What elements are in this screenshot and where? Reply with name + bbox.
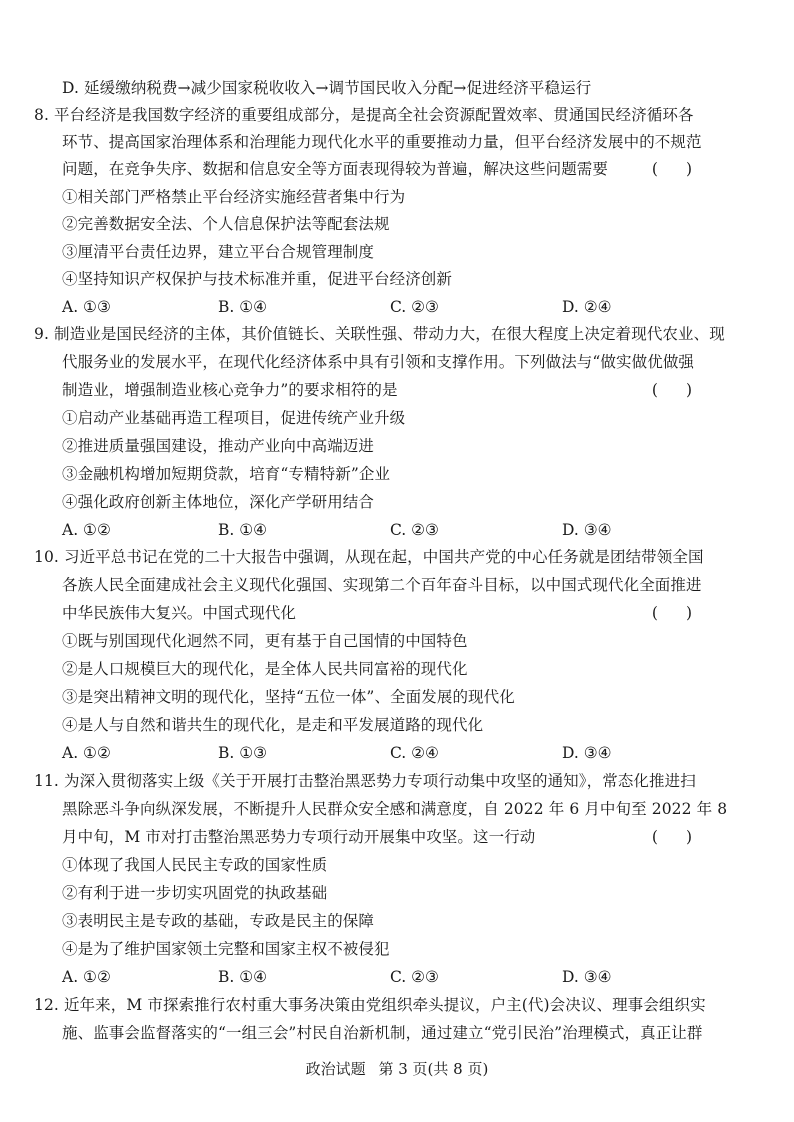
q9-stem-line-2: 代服务业的发展水平，在现代化经济体系中具有引领和支撑作用。下列做法与“做实做优做强: [62, 353, 695, 371]
q11-stem-line-3: 月中旬，M 市对打击整治黑恶势力专项行动开展集中攻坚。这一行动: [62, 828, 536, 846]
q11-choice-a[interactable]: A. ①②: [62, 968, 111, 986]
q10-statement-4: ④是人与自然和谐共生的现代化，是走和平发展道路的现代化: [62, 716, 484, 734]
q8-statement-1: ①相关部门严格禁止平台经济实施经营者集中行为: [62, 188, 406, 206]
q12-stem-line-2: 施、监事会监督落实的“一组三会”村民自治新机制，通过建立“党引民治”治理模式，真正让群: [62, 1024, 703, 1042]
q8-choice-b[interactable]: B. ①④: [218, 298, 268, 316]
q11-statement-2: ②有利于进一步切实巩固党的执政基础: [62, 884, 328, 902]
q10-choice-b[interactable]: B. ①③: [218, 744, 268, 762]
q10-choice-a[interactable]: A. ①②: [62, 744, 111, 762]
q10-stem-line-2: 各族人民全面建成社会主义现代化强国、实现第二个百年奋斗目标，以中国式现代化全面推进: [62, 576, 702, 594]
q9-choice-b[interactable]: B. ①④: [218, 521, 268, 539]
q10-statement-2: ②是人口规模巨大的现代化，是全体人民共同富裕的现代化: [62, 660, 468, 678]
q7-option-d: D. 延缓缴纳税费→减少国家税收收入→调节国民收入分配→促进经济平稳运行: [62, 79, 592, 97]
q11-choice-d[interactable]: D. ③④: [562, 968, 612, 986]
q10-choice-c[interactable]: C. ②④: [390, 744, 439, 762]
q8-answer-bracket: (): [651, 160, 720, 178]
q10-answer-bracket: (): [651, 604, 720, 622]
footer-page-number: 第 3 页(共 8 页): [378, 1060, 489, 1078]
q11-statement-1: ①体现了我国人民民主专政的国家性质: [62, 856, 328, 874]
q8-choice-d[interactable]: D. ②④: [562, 298, 612, 316]
q8-statement-3: ③厘清平台责任边界，建立平台合规管理制度: [62, 243, 375, 261]
footer-subject: 政治试题: [305, 1060, 366, 1078]
q8-stem-line-2: 环节、提高国家治理体系和治理能力现代化水平的重要推动力量，但平台经济发展中的不规范: [62, 133, 702, 151]
q9-stem-line-1: 9. 制造业是国民经济的主体，其价值链长、关联性强、带动力大，在很大程度上决定着现代农业、现: [34, 325, 725, 343]
q11-statement-3: ③表明民主是专政的基础，专政是民主的保障: [62, 912, 375, 930]
q8-choice-a[interactable]: A. ①③: [62, 298, 111, 316]
q9-choice-a[interactable]: A. ①②: [62, 521, 111, 539]
q8-choices: [62, 296, 682, 320]
q9-stem-line-3: 制造业，增强制造业核心竞争力”的要求相符的是: [62, 381, 398, 399]
q8-choice-c[interactable]: C. ②③: [390, 298, 439, 316]
q11-answer-bracket: (): [651, 828, 720, 846]
q11-choice-b[interactable]: B. ①④: [218, 968, 268, 986]
q11-choice-c[interactable]: C. ②③: [390, 968, 439, 986]
q10-choices: [62, 742, 682, 766]
q8-statement-4: ④坚持知识产权保护与技术标准并重，促进平台经济创新: [62, 270, 453, 288]
q10-choice-d[interactable]: D. ③④: [562, 744, 612, 762]
q9-answer-bracket: (): [651, 381, 720, 399]
q11-stem-line-2: 黑除恶斗争向纵深发展，不断提升人民群众安全感和满意度，自 2022 年 6 月中旬至 2022 年 8: [62, 800, 728, 818]
q8-stem-line-1: 8. 平台经济是我国数字经济的重要组成部分，是提高全社会资源配置效率、贯通国民经济循环各: [34, 106, 694, 124]
q10-stem-line-3: 中华民族伟大复兴。中国式现代化: [62, 604, 297, 622]
q8-statement-2: ②完善数据安全法、个人信息保护法等配套法规: [62, 215, 390, 233]
q11-stem-line-1: 11. 为深入贯彻落实上级《关于开展打击整治黑恶势力专项行动集中攻坚的通知》，常态化推进扫: [34, 772, 696, 790]
q9-statement-3: ③金融机构增加短期贷款，培育“专精特新”企业: [62, 465, 391, 483]
q9-statement-2: ②推进质量强国建设，推动产业向中高端迈进: [62, 437, 375, 455]
q10-statement-1: ①既与别国现代化迥然不同，更有基于自己国情的中国特色: [62, 632, 468, 650]
q12-stem-line-1: 12. 近年来，M 市探索推行农村重大事务决策由党组织牵头提议，户主(代)会决议、理事会组织实: [34, 996, 706, 1014]
q11-choices: [62, 966, 682, 990]
q9-statement-4: ④强化政府创新主体地位，深化产学研用结合: [62, 493, 375, 511]
q10-statement-3: ③是突出精神文明的现代化，坚持“五位一体”、全面发展的现代化: [62, 688, 515, 706]
q9-choice-c[interactable]: C. ②③: [390, 521, 439, 539]
q10-stem-line-1: 10. 习近平总书记在党的二十大报告中强调，从现在起，中国共产党的中心任务就是团结带领全国: [34, 548, 704, 566]
q8-stem-line-3: 问题，在竞争失序、数据和信息安全等方面表现得较为普遍，解决这些问题需要: [62, 160, 609, 178]
q9-choices: [62, 519, 682, 543]
page-footer: [0, 1058, 794, 1080]
q9-choice-d[interactable]: D. ③④: [562, 521, 612, 539]
q11-statement-4: ④是为了维护国家领土完整和国家主权不被侵犯: [62, 940, 390, 958]
q9-statement-1: ①启动产业基础再造工程项目，促进传统产业升级: [62, 409, 406, 427]
